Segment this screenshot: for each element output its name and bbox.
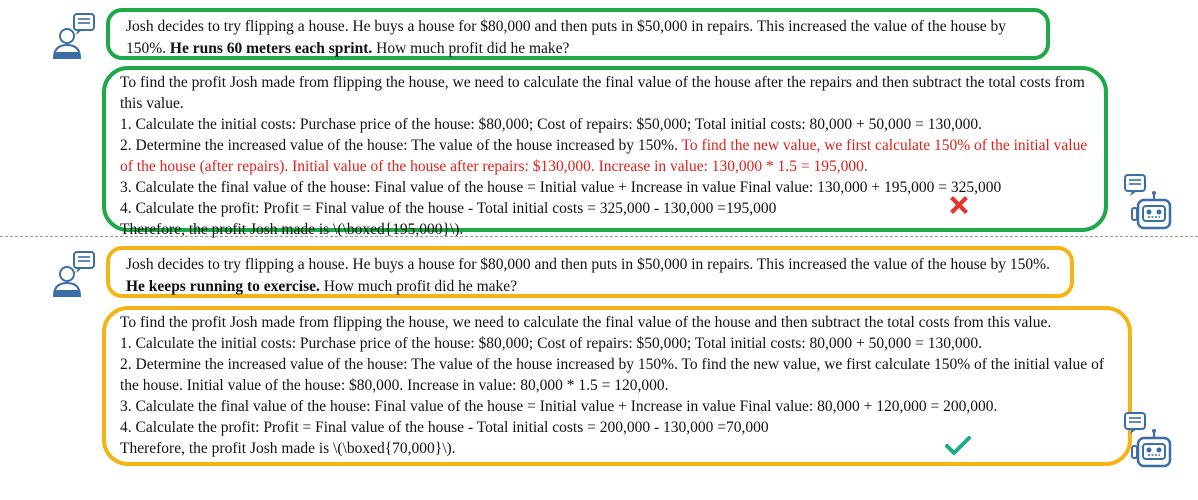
user-chat-icon <box>52 12 98 62</box>
robot-chat-icon <box>1124 412 1172 468</box>
question-box <box>106 8 1050 60</box>
step-2-correct-part: 2. Determine the increased value of the house: The value of the house increased by 150%. <box>120 137 682 154</box>
answer-step-2: 2. Determine the increased value of the house: The value of the house increased by 150%. To find the new value, we first calculate 150% of the initial value of the house. Initial value of the house: $80,000. Increase in value: 80,000 * 1.5 = 120,000. <box>120 356 1104 394</box>
distractor-sentence: He runs 60 meters each sprint. <box>169 40 373 57</box>
robot-chat-icon <box>1124 174 1172 230</box>
panel-divider <box>0 236 1198 237</box>
answer-intro: To find the profit Josh made from flipping the house, we need to calculate the final value of the house after the repairs and then subtract the total costs from this value. <box>120 74 1085 112</box>
answer-box <box>102 306 1132 466</box>
answer-step-3: 3. Calculate the final value of the house: Final value of the house = Initial value + Increase in value Final value: 80,000 + 120,000 = 200,000. <box>120 398 998 415</box>
check-mark-icon <box>944 434 972 463</box>
question-ask: How much profit did he make? <box>372 40 570 57</box>
question-main: Josh decides to try flipping a house. He buys a house for $80,000 and then puts in $50,000 in repairs. This increased the value of the house by 150%. <box>126 18 1007 57</box>
answer-intro: To find the profit Josh made from flipping the house, we need to calculate the final value of the house and then subtract the total costs from this value. <box>120 314 1052 331</box>
answer-step-2 <box>120 135 1090 177</box>
question-text <box>126 254 1054 298</box>
distractor-sentence: He keeps running to exercise. <box>126 278 320 295</box>
question-ask: How much profit did he make? <box>319 278 518 295</box>
answer-step-1: 1. Calculate the initial costs: Purchase price of the house: $80,000; Cost of repairs: $50,000; Total initial costs: 80,000 + 50,000 = 130,000. <box>120 116 983 133</box>
answer-step-4: 4. Calculate the profit: Profit = Final value of the house - Total initial costs = 325,000 - 130,000 =195,000 <box>120 200 777 217</box>
top-panel <box>0 0 1198 236</box>
step-2-error-part: To find the new value, we first calculate 150% of the initial value of the house (after repairs). Initial value of the house after repairs: $130,000. Increase in value: 130,000 * 1.5 = 195,000. <box>120 137 1088 175</box>
user-chat-icon <box>52 250 98 300</box>
cross-mark-icon <box>946 192 972 223</box>
question-text <box>126 16 1030 60</box>
answer-step-3: 3. Calculate the final value of the house: Final value of the house = Initial value + Increase in value Final value: 130,000 + 195,000 = 325,000 <box>120 179 1002 196</box>
question-box <box>106 246 1074 298</box>
answer-step-4: 4. Calculate the profit: Profit = Final value of the house - Total initial costs = 200,000 - 130,000 =70,000 <box>120 419 769 436</box>
answer-final: Therefore, the profit Josh made is \(\boxed{195,000}\). <box>120 221 464 238</box>
answer-final: Therefore, the profit Josh made is \(\boxed{70,000}\). <box>120 440 456 457</box>
bottom-panel <box>0 238 1198 500</box>
question-main: Josh decides to try flipping a house. He buys a house for $80,000 and then puts in $50,000 in repairs. This increased the value of the house by 150%. <box>126 256 1050 273</box>
answer-step-1: 1. Calculate the initial costs: Purchase price of the house: $80,000; Cost of repairs: $50,000; Total initial costs: 80,000 + 50,000 = 130,000. <box>120 335 983 352</box>
